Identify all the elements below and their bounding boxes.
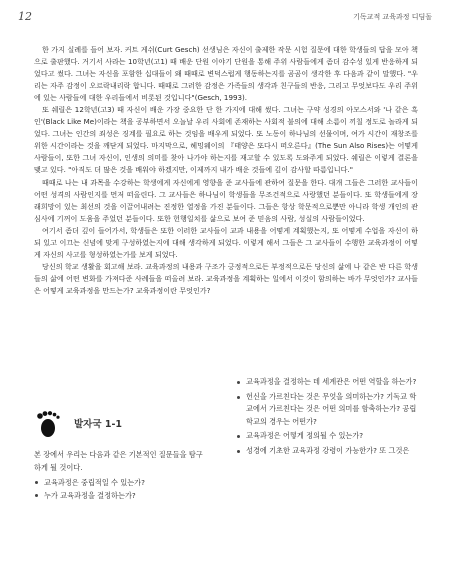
- footprint-box: [34, 410, 209, 502]
- list-item: 교육과정은 어떻게 정의될 수 있는가?: [236, 430, 420, 443]
- paragraph: 때때로 나는 내 과목을 수강하는 학생에게 자신에게 영향을 준 교사들에 관하여 질문을 한다. 대개 그들은 그러한 교사들이 어떤 성격의 사람인지를 먼저 떠올린다. 그 교사들은 하나님이 학생들을 무조건적으로 사랑했던 분들이다. 또 학생들에게 장래희망이 있는 최선의 것을 이끌어내려는 진정한 열정을 가진 분들이다. 그들은 항상 학문적으로뿐만 아니라 학생 개인의 관심사에 기꺼이 도움을 주었던 분들이다. 또한 헌행일치를 삶으로 보여 준 믿음의 사람, 성실의 사람들이었다.: [34, 177, 418, 223]
- question-list-right: [236, 376, 420, 458]
- body-text: [34, 44, 418, 297]
- question-list-left: [34, 476, 209, 502]
- box-header: [34, 410, 209, 438]
- running-head: 기독교적 교육과정 디딤돌: [353, 13, 432, 21]
- paragraph: 여기서 좀더 깊이 들어가서, 학생들은 또한 이러한 교사들이 교과 내용을 어떻게 계획했는지, 또 어떻게 수업을 자신이 하되 있고 이끄는 신념에 맞게 구성하였는지에 대해 생각하게 되었다. 이렇게 해서 그들은 그 교사들이 수행한 교육과정이 어떻게 자신의 사고를 형성하였는가를 보게 되었다.: [34, 225, 418, 259]
- list-item: 교육과정을 결정하는 데 세계관은 어떤 역할을 하는가?: [236, 376, 420, 389]
- list-item: 성경에 기초한 교육과정 강령이 가능한가? 또 그것은: [236, 445, 420, 458]
- box-intro: 본 장에서 우리는 다음과 같은 기본적인 질문들을 탐구하게 될 것이다.: [34, 450, 203, 472]
- page-header: [18, 10, 432, 26]
- paragraph: 당신의 학교 생활을 회고해 보라. 교육과정의 내용과 구조가 긍정적으로든 부정적으로든 당신의 삶에 나 같은 반 다른 학생들의 삶에 어떤 변화를 가져다준 사례들을 떠올려 보라. 교육과정을 계획하는 일에서 이것이 함의하는 바가 무엇인가? 교사들은 어떻게 교육과정을 만드는가? 교육과정이란 무엇인가?: [34, 261, 418, 295]
- paragraph: 한 가지 실례를 들어 보자. 커트 게쉬(Curt Gesch) 선생님은 자신이 출제한 작문 시험 질문에 대한 학생들의 답을 모아 책으로 출판했다. 거기서 사라는 10학년(고1) 때 배운 단원 이야기 단원을 통해 주위 사람들에게 좀더 감수성 있게 반응하게 되었다고 썼다. 그녀는 자신을 포함한 십대들이 왜 때때로 변덕스럽게 행동하는지를 곰곰이 생각한 후 다음과 같이 말했다. "우리는 자주 감정이 오르락내리락 합니다. 때때로 그러한 감정은 가족들의 생각과 친구들의 반응, 그리고 무엇보다도 우리 주위에 있는 사람들에 대한 우리들에서 비롯된 것입니다"(Gesch, 1993).: [34, 45, 418, 103]
- list-item: 누가 교육과정을 결정하는가?: [34, 489, 209, 502]
- page-number: 12: [18, 10, 32, 23]
- list-item: 헌신을 가르친다는 것은 무엇을 의미하는가? 기독교 학교에서 가르친다는 것은 어떤 의미를 함축하는가? 공립학교의 경우는 어떤가?: [236, 391, 420, 429]
- box-title: 발자국 1-1: [74, 418, 123, 430]
- list-item: 교육과정은 중립적일 수 있는가?: [34, 476, 209, 489]
- paragraph: 또 쉐릴은 12학년(고3) 때 자신이 배운 가장 중요한 단 한 가지에 대해 썼다. 그녀는 구약 성경의 아모스서와 '나 같은 흑인'(Black Like Me)이라는 책을 공부하면서 오늘날 우리 사회에 존재하는 사회적 불의에 대해 소름이 끼칠 정도로 놀라게 되었다. 그녀는 인간의 죄성은 징계를 필요로 하는 것임을 배우게 되었다. 또 노동이 하나님의 선물이며, 여가 시간이 재창조를 위한 시간이라는 것을 깨닫게 되었다. 마지막으로, 헤밍웨이의 『태양은 또다시 떠오른다』(The Sun Also Rises)는 어떻게 사람들이, 또한 그녀 자신이, 인생의 의미를 찾아 나가야 하는지를 재고할 수 있도록 도와주게 되었다. 쉐릴은 이렇게 결론을 맺고 있다. "아직도 더 많은 것을 배워야 하겠지만, 이제까지 내가 배운 것들에 깊이 감사할 따름입니다.": [34, 105, 418, 175]
- question-list-right-column: [236, 376, 420, 460]
- footprint-icon: [34, 410, 64, 438]
